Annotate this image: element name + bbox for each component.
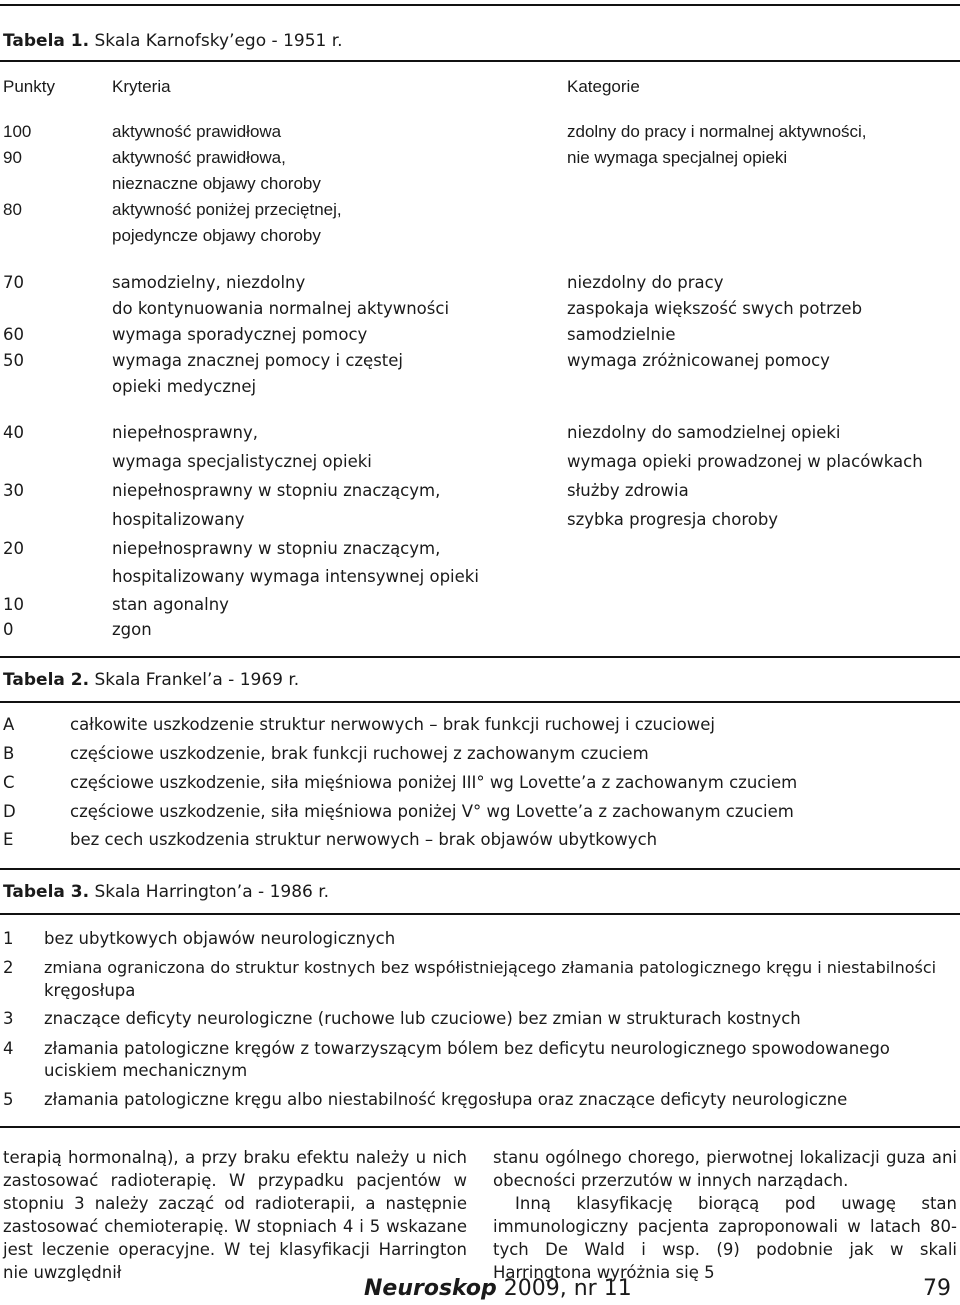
table-cell-points: 50 <box>3 351 24 370</box>
table-cell-category: służby zdrowia <box>567 481 689 500</box>
table-cell-grade: C <box>3 773 15 792</box>
table3-bottom-rule <box>0 1126 960 1128</box>
body-left-paragraph: terapią hormonalną), a przy braku efektu należy u nich zastosować radioterapię. W przypadku pacjentów w stopniu 3 należy zacząć od radioterapii, a następnie zastosować chemioterapię. W stopniach 4 i 5 wskazane jest leczenie operacyjne. W tej klasyfikacji Harrington nie uwzględnił <box>3 1148 467 1282</box>
table-cell-number: 5 <box>3 1090 14 1109</box>
body-right-paragraph-1: stanu ogólnego chorego, pierwotnej lokalizacji guza ani obecności przerzutów w innych narządach. <box>493 1148 957 1190</box>
table2-bottom-rule <box>0 868 960 870</box>
table-cell-points: 70 <box>3 273 24 292</box>
table-cell-category: szybka progresja choroby <box>567 510 779 529</box>
table1-caption-label: Tabela 1. <box>3 31 90 51</box>
table-cell-criteria: wymaga znacznej pomocy i częstej <box>112 351 404 370</box>
table-cell-number: 2 <box>3 958 14 977</box>
table-cell-description-cont: kręgosłupa <box>44 981 136 1000</box>
body-right-paragraph-2: Inną klasyfikację biorącą pod uwagę stan immunologiczny pacjenta zaproponowali w latach 80-tych De Wald i wsp. (9) podobnie jak w skali Harringtona wyróżnia się 5 <box>493 1194 957 1282</box>
table-cell-points: 40 <box>3 423 24 442</box>
table2-caption-text: Skala Frankel’a - 1969 r. <box>94 670 300 690</box>
table-cell-points: 30 <box>3 481 24 500</box>
table-cell-number: 4 <box>3 1039 14 1058</box>
table-cell-category: nie wymaga specjalnej opieki <box>567 148 788 167</box>
table-cell-criteria: stan agonalny <box>112 595 229 614</box>
table-cell-criteria: samodzielny, niezdolny <box>112 273 306 292</box>
table2-caption <box>3 670 299 690</box>
table-cell-criteria: zgon <box>112 620 152 639</box>
table1-caption-rule <box>0 60 960 62</box>
table-cell-criteria: wymaga sporadycznej pomocy <box>112 325 368 344</box>
table-cell-grade: D <box>3 802 16 821</box>
table-cell-description: częściowe uszkodzenie, brak funkcji ruchowej z zachowanym czuciem <box>70 744 649 763</box>
table-cell-category: zaspokaja większość swych potrzeb <box>567 299 863 318</box>
table-cell-points: 100 <box>3 122 32 141</box>
table-cell-criteria: nieznaczne objawy choroby <box>112 174 321 193</box>
journal-name: Neuroskop <box>364 1276 497 1301</box>
table3-caption-rule <box>0 913 960 915</box>
body-right-column <box>493 1146 957 1284</box>
table1-caption-text: Skala Karnofsky’ego - 1951 r. <box>94 31 343 51</box>
table-cell-criteria: wymaga specjalistycznej opieki <box>112 452 372 471</box>
table-cell-description: zmiana ograniczona do struktur kostnych bez współistniejącego złamania patologicznego kręgu i niestabilności <box>44 958 937 977</box>
table-cell-criteria: opieki medycznej <box>112 377 257 396</box>
table3-caption-label: Tabela 3. <box>3 882 90 902</box>
table1-bottom-rule <box>0 656 960 658</box>
table-cell-number: 1 <box>3 929 14 948</box>
table-cell-number: 3 <box>3 1009 14 1028</box>
table-cell-points: 80 <box>3 200 22 219</box>
table-cell-description: bez cech uszkodzenia struktur nerwowych – brak objawów ubytkowych <box>70 830 658 849</box>
table-cell-points: 0 <box>3 620 14 639</box>
table-cell-criteria: hospitalizowany wymaga intensywnej opieki <box>112 567 479 586</box>
table-cell-criteria: aktywność prawidłowa <box>112 122 282 141</box>
table-cell-criteria: hospitalizowany <box>112 510 245 529</box>
table-cell-description: znaczące deficyty neurologiczne (ruchowe lub czuciowe) bez zmian w strukturach kostnych <box>44 1009 801 1028</box>
table-cell-criteria: niepełnosprawny w stopniu znaczącym, <box>112 539 441 558</box>
table-cell-category: niezdolny do samodzielnej opieki <box>567 423 841 442</box>
table-cell-description-cont: uciskiem mechanicznym <box>44 1061 248 1080</box>
table-cell-criteria: niepełnosprawny w stopniu znaczącym, <box>112 481 441 500</box>
table2-caption-rule <box>0 701 960 703</box>
table-cell-description: złamania patologiczne kręgu albo niestabilność kręgosłupa oraz znaczące deficyty neurologiczne <box>44 1090 848 1109</box>
table-cell-category: samodzielnie <box>567 325 676 344</box>
table-cell-description: bez ubytkowych objawów neurologicznych <box>44 929 396 948</box>
table-cell-grade: A <box>3 715 15 734</box>
table-cell-criteria: aktywność poniżej przeciętnej, <box>112 200 342 219</box>
table3-caption <box>3 882 329 902</box>
footer-journal <box>364 1276 632 1301</box>
table2-caption-label: Tabela 2. <box>3 670 90 690</box>
table-cell-category: niezdolny do pracy <box>567 273 724 292</box>
table-cell-description: całkowite uszkodzenie struktur nerwowych – brak funkcji ruchowej i czuciowej <box>70 715 715 734</box>
table-cell-grade: B <box>3 744 15 763</box>
table-cell-description: częściowe uszkodzenie, siła mięśniowa poniżej V° wg Lovette’a z zachowanym czuciem <box>70 802 794 821</box>
table-cell-points: 60 <box>3 325 24 344</box>
table-cell-criteria: pojedyncze objawy choroby <box>112 226 321 245</box>
table-cell-criteria: aktywność prawidłowa, <box>112 148 286 167</box>
table-cell-category: wymaga zróżnicowanej pomocy <box>567 351 830 370</box>
table-cell-grade: E <box>3 830 14 849</box>
top-rule <box>0 4 960 6</box>
table1-header-criteria: Kryteria <box>112 77 171 96</box>
table1-header-category: Kategorie <box>567 77 640 96</box>
table-cell-criteria: niepełnosprawny, <box>112 423 258 442</box>
table-cell-description: częściowe uszkodzenie, siła mięśniowa poniżej III° wg Lovette’a z zachowanym czuciem <box>70 773 798 792</box>
body-left-column <box>3 1146 467 1284</box>
table3-caption-text: Skala Harrington’a - 1986 r. <box>94 882 330 902</box>
page-number: 79 <box>923 1276 951 1301</box>
table-cell-points: 90 <box>3 148 22 167</box>
table-cell-description: złamania patologiczne kręgów z towarzyszącym bólem bez deficytu neurologicznego spowodowanego <box>44 1039 890 1058</box>
table-cell-criteria: do kontynuowania normalnej aktywności <box>112 299 450 318</box>
journal-issue: 2009, nr 11 <box>503 1276 632 1301</box>
table-cell-points: 20 <box>3 539 24 558</box>
table1-caption <box>3 31 343 51</box>
table-cell-category: wymaga opieki prowadzonej w placówkach <box>567 452 923 471</box>
table-cell-points: 10 <box>3 595 24 614</box>
table1-header-points: Punkty <box>3 77 55 96</box>
table-cell-category: zdolny do pracy i normalnej aktywności, <box>567 122 867 141</box>
